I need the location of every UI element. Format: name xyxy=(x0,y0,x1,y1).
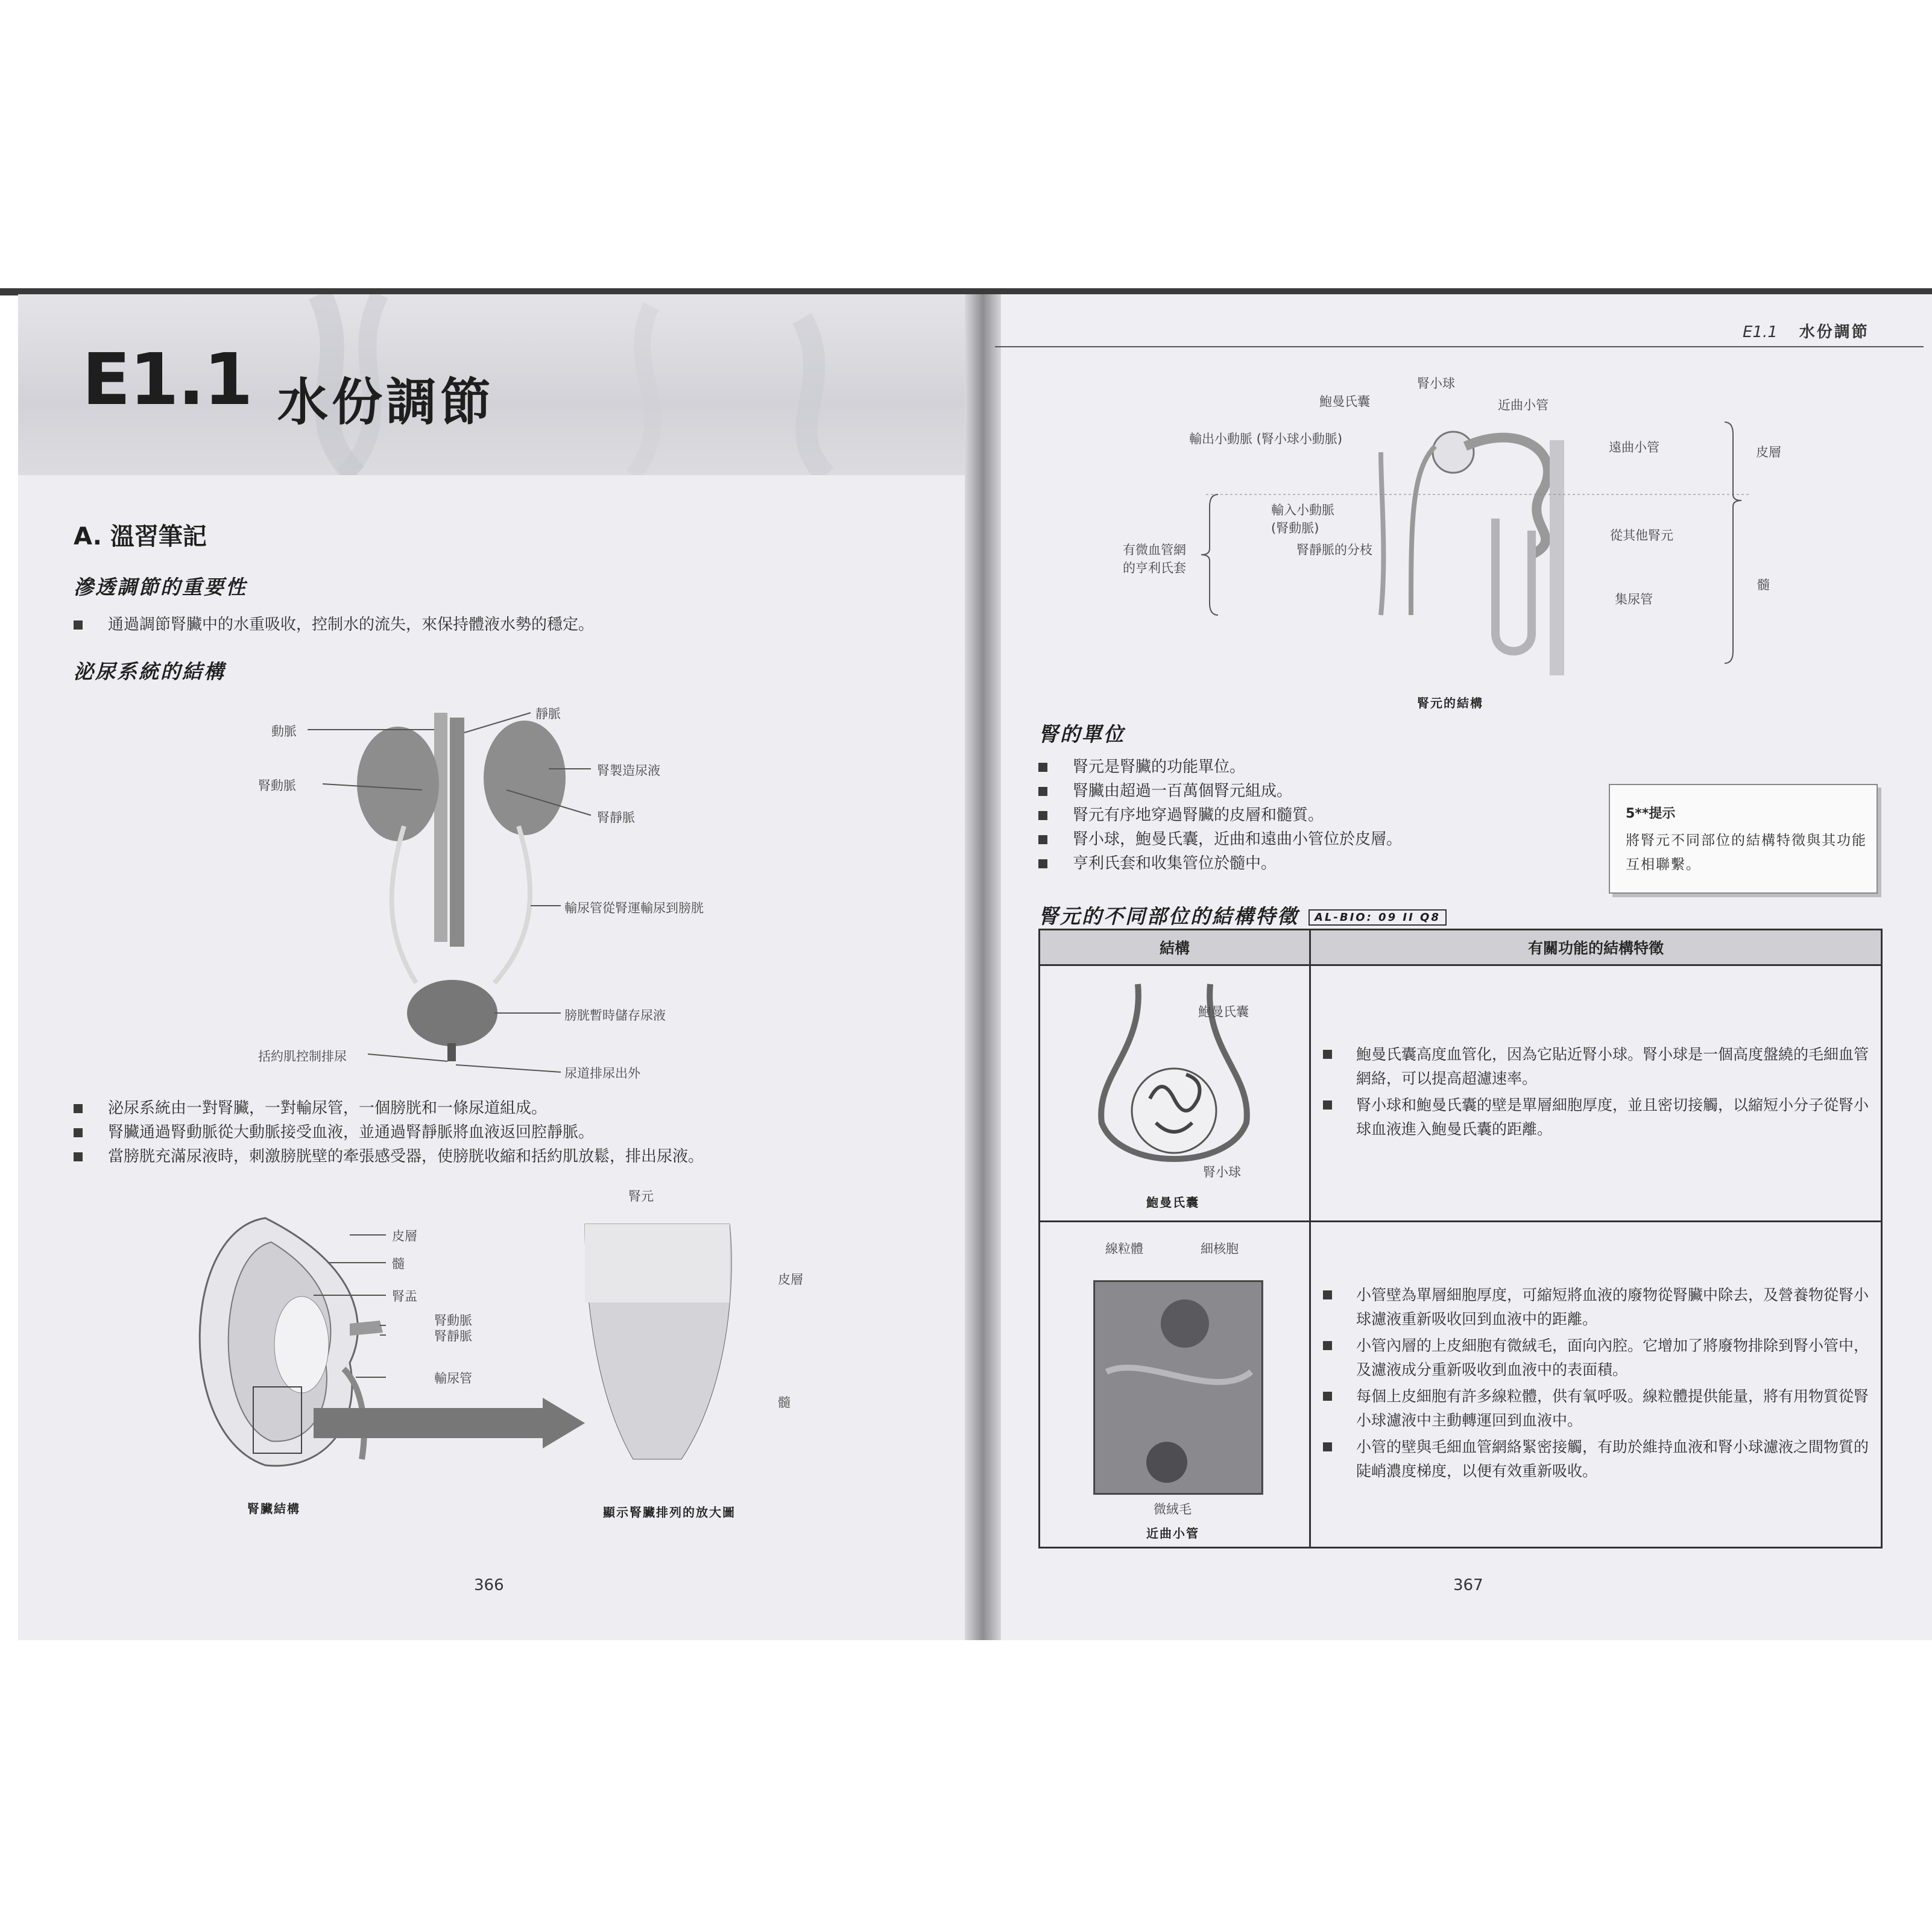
feature-bullet: 小管壁為單層細胞厚度，可縮短將血液的廢物從腎臟中除去，及營養物從腎小球濾液重新吸收回到血液中的距離。 xyxy=(1311,1283,1872,1331)
table-cell-pct-features xyxy=(1310,1222,1882,1548)
unit-bullet-4: 腎小球，鮑曼氏囊，近曲和遠曲小管位於皮層。 xyxy=(1038,827,1402,851)
feature-bullet: 每個上皮細胞有許多線粒體，供有氧呼吸。線粒體提供能量，將有用物質從腎小球濾液中主動轉運回到血液中。 xyxy=(1311,1384,1872,1433)
kidney-label-medulla: 髓 xyxy=(392,1257,405,1271)
nephron-label-bowman: 鮑曼氏囊 xyxy=(1319,394,1370,409)
bullet-square-icon xyxy=(1038,835,1047,844)
urinary-system-diagram xyxy=(253,706,760,1079)
urinary-system-heading: 泌尿系統的結構 xyxy=(74,660,226,683)
kidney-section-diagram xyxy=(169,1206,784,1489)
feature-bullet: 小管的壁與毛細血管網絡緊密接觸，有助於維持血液和腎小球濾液之間物質的陡峭濃度梯度，以便有效重新吸收。 xyxy=(1311,1435,1872,1483)
feature-bullet: 鮑曼氏囊高度血管化，因為它貼近腎小球。腎小球是一個高度盤繞的毛細血管網絡，可以提高超濾速率。 xyxy=(1311,1043,1872,1091)
nephron-label-loop-1: 有微血管網 xyxy=(1123,543,1186,557)
kidney-label-renal-artery: 腎動脈 xyxy=(434,1313,472,1328)
urinary-bullet-2: 腎臟通過腎動脈從大動脈接受血液，並通過腎靜脈將血液返回腔靜脈。 xyxy=(74,1120,594,1144)
nephron-label-cortex: 皮層 xyxy=(1756,445,1781,459)
label-vein: 靜脈 xyxy=(535,707,561,721)
bullet-square-icon xyxy=(1323,1100,1332,1110)
chapter-title: 水份調節 xyxy=(277,373,495,432)
figure-label-nucleus: 細核胞 xyxy=(1201,1242,1239,1256)
bullet-square-icon xyxy=(1323,1392,1332,1401)
bullet-square-icon xyxy=(1323,1290,1332,1299)
micrograph-art xyxy=(1094,1281,1262,1494)
tip-title: 5**提示 xyxy=(1626,806,1676,821)
nephron-label-efferent: 輸出小動脈 (腎小球小動脈) xyxy=(1189,432,1343,446)
caption-nephron-structure: 腎元的結構 xyxy=(1417,696,1483,710)
nephron-label-loop-2: 的亨利氏套 xyxy=(1123,561,1186,575)
feature-bullet: 腎小球和鮑曼氏囊的壁是單層細胞厚度，並且密切接觸，以縮短小分子從腎小球血液進入鮑曼氏囊的距離。 xyxy=(1311,1093,1872,1141)
nephron-features-table xyxy=(1038,929,1883,1548)
label-sphincter: 括約肌控制排尿 xyxy=(258,1049,347,1064)
tip-text: 將腎元不同部位的結構特徵與其功能互相聯繫。 xyxy=(1626,833,1867,873)
table-header-row xyxy=(1040,930,1882,965)
label-renal-artery: 腎動脈 xyxy=(258,778,296,793)
bullet-square-icon xyxy=(1038,763,1047,772)
label-bladder: 膀胱暫時儲存尿液 xyxy=(564,1008,666,1023)
label-urethra: 尿道排尿出外 xyxy=(564,1066,640,1081)
caption-enlarged-view: 顯示腎臟排列的放大圖 xyxy=(603,1505,736,1520)
feature-heading: 腎元的不同部位的結構特徵 AL-BIO: 09 II Q8 xyxy=(1038,901,1447,929)
label-artery: 動脈 xyxy=(271,724,297,739)
figure-label-bowman: 鮑曼氏囊 xyxy=(1198,1005,1249,1019)
label-kidney-makes-urine: 腎製造尿液 xyxy=(597,763,660,778)
kidney-label-pelvis: 腎盂 xyxy=(392,1289,417,1304)
kidney-label-cortex: 皮層 xyxy=(392,1229,417,1243)
nephron-label-pct: 近曲小管 xyxy=(1498,398,1548,412)
bullet-square-icon xyxy=(1323,1341,1332,1350)
label-renal-vein: 腎靜脈 xyxy=(597,810,635,825)
table-cell-pct-figure xyxy=(1040,1222,1310,1548)
osmoregulation-bullet: 通過調節腎臟中的水重吸收，控制水的流失，來保持體液水勢的穩定。 xyxy=(74,613,594,637)
figure-label-microvilli: 微絨毛 xyxy=(1154,1502,1192,1517)
figure-label-glomerulus: 腎小球 xyxy=(1203,1165,1241,1179)
enlarged-label-medulla: 髓 xyxy=(778,1395,791,1410)
figure-label-mitochondria: 線粒體 xyxy=(1105,1242,1143,1256)
table-row xyxy=(1040,965,1882,1222)
bullet-square-icon xyxy=(74,1128,83,1137)
label-ureter: 輸尿管從腎運輸尿到膀胱 xyxy=(564,901,704,915)
table-header-structure: 結構 xyxy=(1040,930,1310,965)
nephron-label-glomerulus: 腎小球 xyxy=(1417,376,1455,391)
kidney-unit-heading: 腎的單位 xyxy=(1038,722,1125,746)
nephron-label-vein-branch: 腎靜脈的分枝 xyxy=(1296,543,1372,557)
bullet-square-icon xyxy=(1038,787,1047,796)
figure-caption-pct: 近曲小管 xyxy=(1146,1526,1199,1541)
bullet-square-icon xyxy=(1323,1442,1332,1451)
figure-caption-bowman: 鮑曼氏囊 xyxy=(1146,1195,1199,1210)
caption-kidney-structure: 腎臟結構 xyxy=(247,1501,300,1516)
enlarged-label-cortex: 皮層 xyxy=(778,1272,803,1287)
nephron-label-collecting: 集尿管 xyxy=(1615,592,1653,607)
bullet-square-icon xyxy=(74,620,83,630)
nephron-label-afferent-1: 輸入小動脈 xyxy=(1271,503,1334,517)
urinary-bullet-1: 泌尿系統由一對腎臟，一對輸尿管，一個膀胱和一條尿道組成。 xyxy=(74,1096,547,1120)
page-number-right: 367 xyxy=(1453,1576,1483,1594)
feature-bullet: 小管內層的上皮細胞有微絨毛，面向內腔。它增加了將廢物排除到腎小管中，及濾液成分重新吸收到血液中的表面積。 xyxy=(1311,1334,1872,1382)
enlarged-label-nephron: 腎元 xyxy=(628,1189,654,1204)
section-a-heading: A. 溫習筆記 xyxy=(74,523,207,551)
nephron-label-dct: 遠曲小管 xyxy=(1609,440,1659,455)
table-row xyxy=(1040,1222,1882,1548)
osmoregulation-heading: 滲透調節的重要性 xyxy=(74,575,247,599)
table-header-features: 有關功能的結構特徵 xyxy=(1310,930,1882,965)
bullet-square-icon xyxy=(1038,811,1047,820)
unit-bullet-2: 腎臟由超過一百萬個腎元組成。 xyxy=(1038,779,1292,803)
bullet-square-icon xyxy=(74,1152,83,1161)
chapter-code: E1.1 xyxy=(82,338,252,421)
unit-bullet-3: 腎元有序地穿過腎臟的皮層和髓質。 xyxy=(1038,803,1324,827)
bullet-square-icon xyxy=(1038,859,1047,868)
urinary-bullet-3: 當膀胱充滿尿液時，刺激膀胱壁的牽張感受器，使膀胱收縮和括約肌放鬆，排出尿液。 xyxy=(74,1144,704,1169)
nephron-label-from-other: 從其他腎元 xyxy=(1610,528,1673,543)
nephron-label-medulla: 髓 xyxy=(1757,578,1770,592)
bullet-square-icon xyxy=(74,1104,83,1113)
table-cell-bowman-figure xyxy=(1040,965,1310,1222)
micrograph-image xyxy=(1093,1280,1263,1495)
nephron-label-afferent-2: (腎動脈) xyxy=(1271,521,1319,535)
book-gutter xyxy=(965,294,1001,1640)
table-cell-bowman-features xyxy=(1310,965,1882,1222)
kidney-label-renal-vein: 腎靜脈 xyxy=(434,1329,472,1343)
bullet-square-icon xyxy=(1323,1050,1332,1059)
tip-box xyxy=(1609,784,1878,894)
kidney-label-ureter: 輸尿管 xyxy=(434,1371,472,1386)
running-header: E1.1 水份調節 xyxy=(1743,323,1869,341)
unit-bullet-5: 亨利氏套和收集管位於髓中。 xyxy=(1038,851,1277,876)
header-rule xyxy=(995,346,1924,347)
exam-reference-tag: AL-BIO: 09 II Q8 xyxy=(1309,909,1447,926)
unit-bullet-1: 腎元是腎臟的功能單位。 xyxy=(1038,755,1245,779)
page-number-left: 366 xyxy=(474,1576,504,1594)
